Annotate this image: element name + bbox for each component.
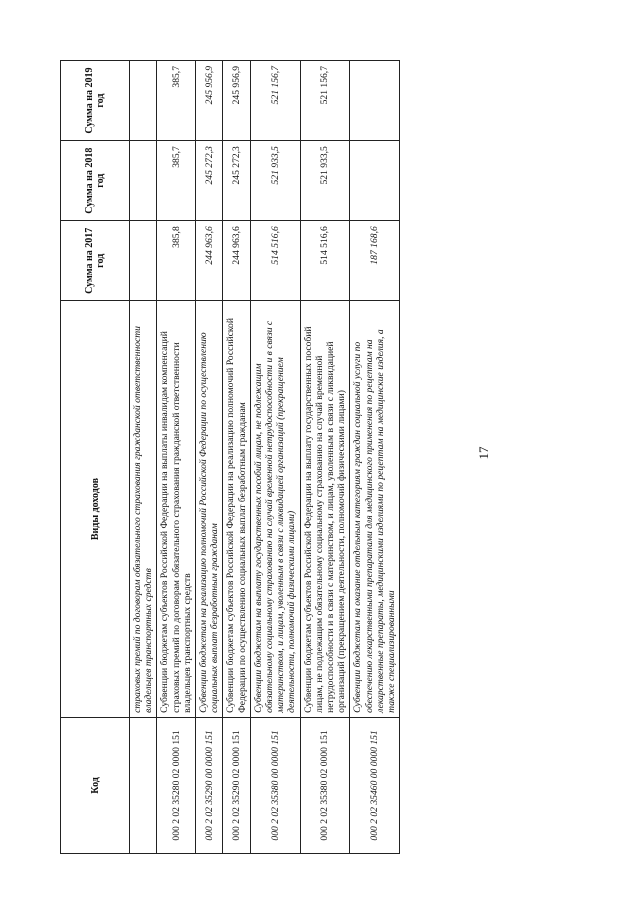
code-cell: 000 2 02 35290 00 0000 151 [196, 717, 223, 853]
sum-2019-cell [130, 61, 157, 141]
sum-2017-cell: 514 516,6 [300, 221, 350, 301]
sum-2019-cell: 385,7 [157, 61, 196, 141]
table-row [196, 61, 223, 854]
sum-2017-cell: 187 168,6 [350, 221, 400, 301]
sum-2018-cell [350, 141, 400, 221]
header-sum-2017: Сумма на 2017 год [61, 221, 130, 301]
sum-2019-cell: 521 156,7 [300, 61, 350, 141]
sum-2018-cell [130, 141, 157, 221]
revenue-type-cell: Субвенции бюджетам субъектов Российской Федерации на реализацию полномочий Российской Федерации по осуществлению социальных выплат безработным гражданам [223, 301, 250, 718]
revenue-type-cell: страховых премий по договорам обязательного страхования гражданской ответственности владельцев транспортных средств [130, 301, 157, 718]
sum-2017-cell [130, 221, 157, 301]
sum-2019-cell: 521 156,7 [250, 61, 300, 141]
revenue-type-cell: Субвенции бюджетам на оказание отдельным категориям граждан социальной услуги по обеспечению лекарственными препаратами для медицинского применения по рецептам на лекарственные препараты, медицинскими изделиями по рецептам на медицинские изделия, а также специализированными [350, 301, 400, 718]
table-row [350, 61, 400, 854]
code-cell: 000 2 02 35380 02 0000 151 [300, 717, 350, 853]
code-cell: 000 2 02 35460 00 0000 151 [350, 717, 400, 853]
code-cell: 000 2 02 35380 00 0000 151 [250, 717, 300, 853]
sum-2018-cell: 245 272,3 [196, 141, 223, 221]
table-row [157, 61, 196, 854]
code-cell: 000 2 02 35280 02 0000 151 [157, 717, 196, 853]
sum-2018-cell: 521 933,5 [300, 141, 350, 221]
sum-2019-cell: 245 956,9 [196, 61, 223, 141]
sum-2017-cell: 385,8 [157, 221, 196, 301]
sum-2017-cell: 244 963,6 [223, 221, 250, 301]
revenue-type-cell: Субвенции бюджетам субъектов Российской Федерации на выплату государственных пособий лицам, не подлежащим обязательному социальному страхованию на случай временной нетрудоспособности и в связи с материнством, и лицам, уволенным в связи с ликвидацией организаций (прекращением деятельности, полномочий физическими лицами) [300, 301, 350, 718]
sum-2019-cell [350, 61, 400, 141]
table-row [250, 61, 300, 854]
sum-2018-cell: 245 272,3 [223, 141, 250, 221]
sum-2017-cell: 514 516,6 [250, 221, 300, 301]
table-header-row [61, 61, 130, 854]
revenue-type-cell: Субвенции бюджетам на реализацию полномочий Российской Федерации по осуществлению социальных выплат безработным гражданам [196, 301, 223, 718]
sum-2018-cell: 385,7 [157, 141, 196, 221]
page-number: 17 [476, 446, 491, 460]
revenue-type-cell: Субвенции бюджетам субъектов Российской Федерации на выплаты инвалидам компенсаций страховых премий по договорам обязательного страхования гражданской ответственности владельцев транспортных средств [157, 301, 196, 718]
sum-2018-cell: 521 933,5 [250, 141, 300, 221]
table-row [130, 61, 157, 854]
table-row [300, 61, 350, 854]
code-cell: 000 2 02 35290 02 0000 151 [223, 717, 250, 853]
header-code: Код [61, 717, 130, 853]
header-sum-2018: Сумма на 2018 год [61, 141, 130, 221]
header-revenue-type: Виды доходов [61, 301, 130, 718]
revenue-table-wrapper [60, 60, 560, 854]
code-cell [130, 717, 157, 853]
header-sum-2019: Сумма на 2019 год [61, 61, 130, 141]
revenue-table [60, 60, 400, 854]
table-row [223, 61, 250, 854]
sum-2017-cell: 244 963,6 [196, 221, 223, 301]
sum-2019-cell: 245 956,9 [223, 61, 250, 141]
revenue-type-cell: Субвенции бюджетам на выплату государственных пособий лицам, не подлежащим обязательному социальному страхованию на случай временной нетрудоспособности и в связи с материнством, и лицам, уволенным в связи с ликвидацией организаций (прекращением деятельности, полномочий физическими лицами) [250, 301, 300, 718]
